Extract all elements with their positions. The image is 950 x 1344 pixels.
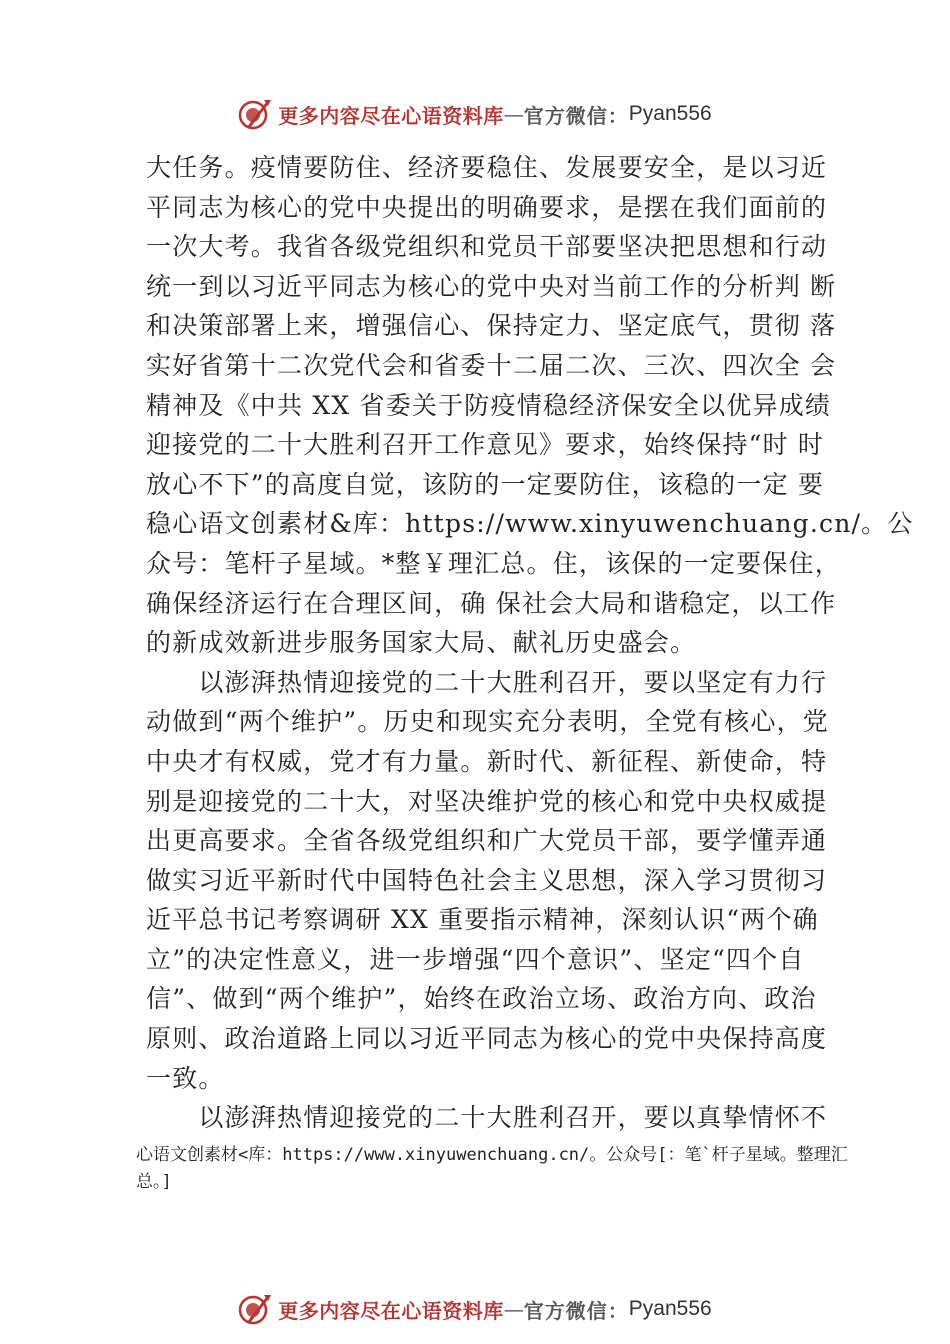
text-line: 原则、政治道路上同以习近平同志为核心的党中央保持高度 [146, 1024, 828, 1054]
text-line: 信”、做到“两个维护”，始终在政治立场、政治方向、政治 [146, 984, 817, 1014]
text-line: 统一到以习近平同志为核心的党中央对当前工作的分析判 断 [146, 271, 837, 301]
text-line: 别是迎接党的二十大，对坚决维护党的核心和党中央权威提 [146, 786, 828, 816]
quill-logo-icon [238, 1292, 272, 1326]
document-body [146, 148, 914, 1138]
text-line: 动做到“两个维护”。历史和现实充分表明，全党有核心，党 [146, 707, 829, 737]
footnote [136, 1142, 848, 1196]
text-line: 一致。 [146, 1063, 225, 1093]
banner-brand-text: 更多内容尽在心语资料库 [278, 1298, 504, 1323]
banner-dash: — [503, 1297, 524, 1321]
quill-logo-icon [238, 97, 272, 131]
text-line: 近平总书记考察调研 XX 重要指示精神，深刻认识“两个确 [146, 905, 819, 935]
banner-dash: — [503, 102, 524, 126]
banner-wechat-id: Pyan556 [628, 1297, 712, 1320]
banner-wechat-label: 官方微信： [523, 103, 629, 128]
text-line: 出更高要求。全省各级党组织和广大党员干部，要学懂弄通 [146, 826, 828, 856]
text-line: 立”的决定性意义，进一步增强“四个意识”、坚定“四个自 [146, 944, 805, 974]
text-line: 以澎湃热情迎接党的二十大胜利召开，要以坚定有力行 [146, 667, 828, 697]
text-line: 中央才有权威，党才有力量。新时代、新征程、新使命，特 [146, 746, 828, 776]
text-line: 平同志为核心的党中央提出的明确要求，是摆在我们面前的 [146, 192, 828, 222]
text-line: 精神及《中共 XX 省委关于防疫情稳经济保安全以优异成绩 [146, 390, 832, 420]
text-line: 的新成效新进步服务国家大局、献礼历史盛会。 [146, 628, 697, 658]
text-line: 稳心语文创素材&库：https://www.xinyuwenchuang.cn/。公 [146, 509, 914, 539]
banner-wechat-label: 官方微信： [523, 1298, 629, 1323]
footer-banner [0, 1287, 950, 1331]
text-line: 众号：笔杆子星域。*整￥理汇总。住，该保的一定要保住， [146, 548, 841, 578]
text-line: 一次大考。我省各级党组织和党员干部要坚决把思想和行动 [146, 232, 828, 262]
text-line: 以澎湃热情迎接党的二十大胜利召开，要以真挚情怀不 [146, 1103, 828, 1133]
banner-brand-text: 更多内容尽在心语资料库 [278, 103, 504, 128]
text-line: 确保经济运行在合理区间，确 保社会大局和谐稳定，以工作 [146, 588, 837, 618]
text-line: 迎接党的二十大胜利召开工作意见》要求，始终保持“时 时 [146, 430, 825, 460]
footnote-line: 心语文创素材<库：https://www.xinyuwenchuang.cn/。公众号[：笔`杆子星域。整理汇 [136, 1145, 848, 1165]
header-banner [0, 92, 950, 136]
text-line: 实好省第十二次党代会和省委十二届二次、三次、四次全 会 [146, 350, 837, 380]
text-line: 做实习近平新时代中国特色社会主义思想，深入学习贯彻习 [146, 865, 828, 895]
banner-wechat-id: Pyan556 [628, 102, 712, 125]
text-line: 大任务。疫情要防住、经济要稳住、发展要安全，是以习近 [146, 153, 828, 182]
text-line: 放心不下”的高度自觉，该防的一定要防住，该稳的一定 要 [146, 469, 825, 499]
text-line: 和决策部署上来，增强信心、保持定力、坚定底气，贯彻 落 [146, 311, 837, 341]
footnote-line: 总。] [136, 1172, 172, 1192]
